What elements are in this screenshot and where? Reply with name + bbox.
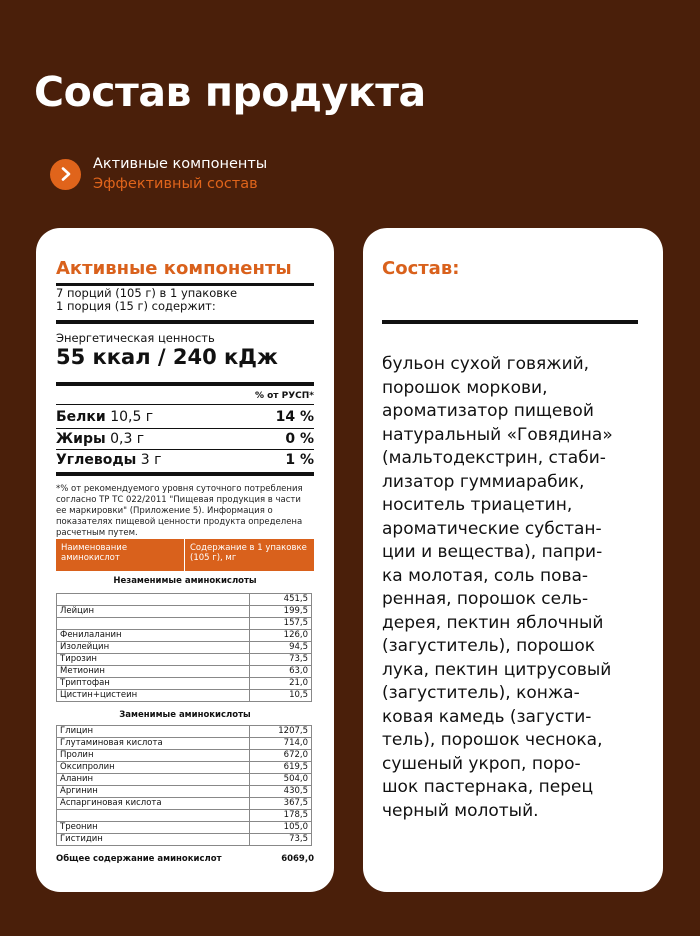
divider <box>56 449 314 450</box>
ingredient-line: (загуститель), порошок <box>382 636 595 656</box>
amino-name: Гистидин <box>57 834 250 846</box>
amino-value: 672,0 <box>250 750 312 762</box>
col-value-header: Содержание в 1 упаковке (105 г), мг <box>184 539 314 571</box>
amino-value: 21,0 <box>250 678 312 690</box>
amino-value: 367,5 <box>250 798 312 810</box>
divider <box>56 404 314 405</box>
nutrition-heading: Активные компоненты <box>56 258 292 279</box>
ingredients-text <box>382 353 652 823</box>
divider <box>56 320 314 324</box>
nutrient-name: Жиры <box>56 431 106 447</box>
amino-name <box>57 810 250 822</box>
amino-name: Тирозин <box>57 654 250 666</box>
subtitle-main: Активные компоненты <box>93 156 268 172</box>
amino-value: 73,5 <box>250 654 312 666</box>
amino-value: 105,0 <box>250 822 312 834</box>
ingredient-line: натуральный «Говядина» <box>382 424 613 445</box>
ingredient-line: (мальтодекстрин, стаби- <box>382 448 606 468</box>
nutrient-amount: 0,3 г <box>110 431 145 447</box>
ingredient-line: ароматические субстан- <box>382 518 602 539</box>
total-value: 6069,0 <box>281 854 314 864</box>
amino-row <box>57 642 312 654</box>
nutrient-row <box>56 452 314 468</box>
amino-value: 504,0 <box>250 774 312 786</box>
total-label: Общее содержание аминокислот <box>56 854 222 864</box>
nutrient-row <box>56 409 314 425</box>
divider <box>56 428 314 429</box>
ingredient-line: лука, пектин цитрусовый <box>382 659 612 680</box>
amino-row <box>57 810 312 822</box>
amino-name: Цистин+цистеин <box>57 690 250 702</box>
ingredient-line: (загуститель), конжа- <box>382 683 580 703</box>
amino-value: 126,0 <box>250 630 312 642</box>
amino-value: 619,5 <box>250 762 312 774</box>
amino-value: 430,5 <box>250 786 312 798</box>
nonessential-title: Заменимые аминокислоты <box>119 710 251 720</box>
ingredient-line: порошок моркови, <box>382 377 548 398</box>
amino-name: Глутаминовая кислота <box>57 738 250 750</box>
amino-value: 178,5 <box>250 810 312 822</box>
amino-value: 94,5 <box>250 642 312 654</box>
amino-row <box>57 834 312 846</box>
amino-row <box>57 750 312 762</box>
amino-name: Треонин <box>57 822 250 834</box>
ingredient-line: шок пастернака, перец <box>382 777 594 797</box>
amino-value: 714,0 <box>250 738 312 750</box>
amino-row <box>57 654 312 666</box>
ingredient-line: дерея, пектин яблочный <box>382 612 604 633</box>
nutrient-percent: 0 % <box>285 431 314 447</box>
amino-name: Оксипролин <box>57 762 250 774</box>
essential-title: Незаменимые аминокислоты <box>113 576 257 586</box>
amino-name: Изолейцин <box>57 642 250 654</box>
amino-value: 1207,5 <box>250 726 312 738</box>
ingredient-line: ароматизатор пищевой <box>382 401 594 421</box>
ingredient-line: сушеный укроп, поро- <box>382 753 581 774</box>
amino-name: Лейцин <box>57 606 250 618</box>
amino-name: Пролин <box>57 750 250 762</box>
amino-row <box>57 618 312 630</box>
amino-name: Метионин <box>57 666 250 678</box>
amino-table-header <box>56 539 314 571</box>
amino-row <box>57 774 312 786</box>
amino-value: 73,5 <box>250 834 312 846</box>
nonessential-table <box>56 725 312 846</box>
amino-value: 451,5 <box>250 594 312 606</box>
col-name-header: Наименование аминокислот <box>61 543 128 563</box>
amino-row <box>57 726 312 738</box>
portions-line-1: 7 порций (105 г) в 1 упаковке <box>56 286 238 300</box>
nutrient-percent: 1 % <box>285 452 314 468</box>
subtitle-accent: Эффективный состав <box>93 176 258 192</box>
amino-name: Аланин <box>57 774 250 786</box>
total-row <box>56 854 314 864</box>
ingredients-card <box>363 228 663 892</box>
amino-name: Аспаргиновая кислота <box>57 798 250 810</box>
amino-name: Фенилаланин <box>57 630 250 642</box>
nutrient-name: Белки <box>56 409 106 425</box>
amino-row <box>57 798 312 810</box>
amino-row <box>57 762 312 774</box>
amino-value: 10,5 <box>250 690 312 702</box>
portions-line-2: 1 порция (15 г) содержит: <box>56 299 216 313</box>
amino-value: 63,0 <box>250 666 312 678</box>
ingredient-line: ка молотая, соль пова- <box>382 565 589 586</box>
amino-row <box>57 630 312 642</box>
amino-row <box>57 822 312 834</box>
amino-row <box>57 786 312 798</box>
essential-table <box>56 593 312 702</box>
energy-value: 55 ккал / 240 кДж <box>56 345 278 369</box>
amino-row <box>57 666 312 678</box>
amino-name: Триптофан <box>57 678 250 690</box>
chevron-right-icon <box>50 159 81 190</box>
ingredient-line: тель), порошок чеснока, <box>382 730 603 750</box>
ingredients-heading: Состав: <box>382 258 460 279</box>
divider <box>56 472 314 476</box>
page-title: Состав продукта <box>34 68 426 116</box>
ingredient-line: носитель триацетин, <box>382 495 573 515</box>
ingredient-line: черный молотый. <box>382 800 539 821</box>
nutrient-amount: 10,5 г <box>110 409 154 425</box>
nutrition-card <box>36 228 334 892</box>
amino-row <box>57 690 312 702</box>
amino-row <box>57 594 312 606</box>
subtitle-block <box>50 154 267 194</box>
nutrient-amount: 3 г <box>140 452 162 468</box>
ingredient-line: ковая камедь (загусти- <box>382 706 592 727</box>
amino-value: 157,5 <box>250 618 312 630</box>
ingredient-line: ренная, порошок сель- <box>382 589 589 609</box>
amino-name: Глицин <box>57 726 250 738</box>
divider <box>382 320 638 324</box>
ingredient-line: ции и вещества), папри- <box>382 542 603 562</box>
rusp-label: % от РУСП* <box>254 391 314 401</box>
ingredient-line: бульон сухой говяжий, <box>382 354 590 374</box>
divider <box>56 382 314 386</box>
energy-label: Энергетическая ценность <box>56 331 215 345</box>
nutrient-name: Углеводы <box>56 452 137 468</box>
amino-name <box>57 618 250 630</box>
amino-name: Аргинин <box>57 786 250 798</box>
ingredient-line: лизатор гуммиарабик, <box>382 471 585 492</box>
amino-row <box>57 738 312 750</box>
amino-row <box>57 606 312 618</box>
footnote: *% от рекомендуемого уровня суточного потребления согласно ТР ТС 022/2011 "Пищевая продукция в части ее маркировки" (Приложение 5). Информация о показателях пищевой ценности продукта определена расчетным путем. <box>56 484 303 538</box>
amino-row <box>57 678 312 690</box>
amino-value: 199,5 <box>250 606 312 618</box>
nutrient-row <box>56 431 314 447</box>
nutrient-percent: 14 % <box>275 409 314 425</box>
amino-name <box>57 594 250 606</box>
